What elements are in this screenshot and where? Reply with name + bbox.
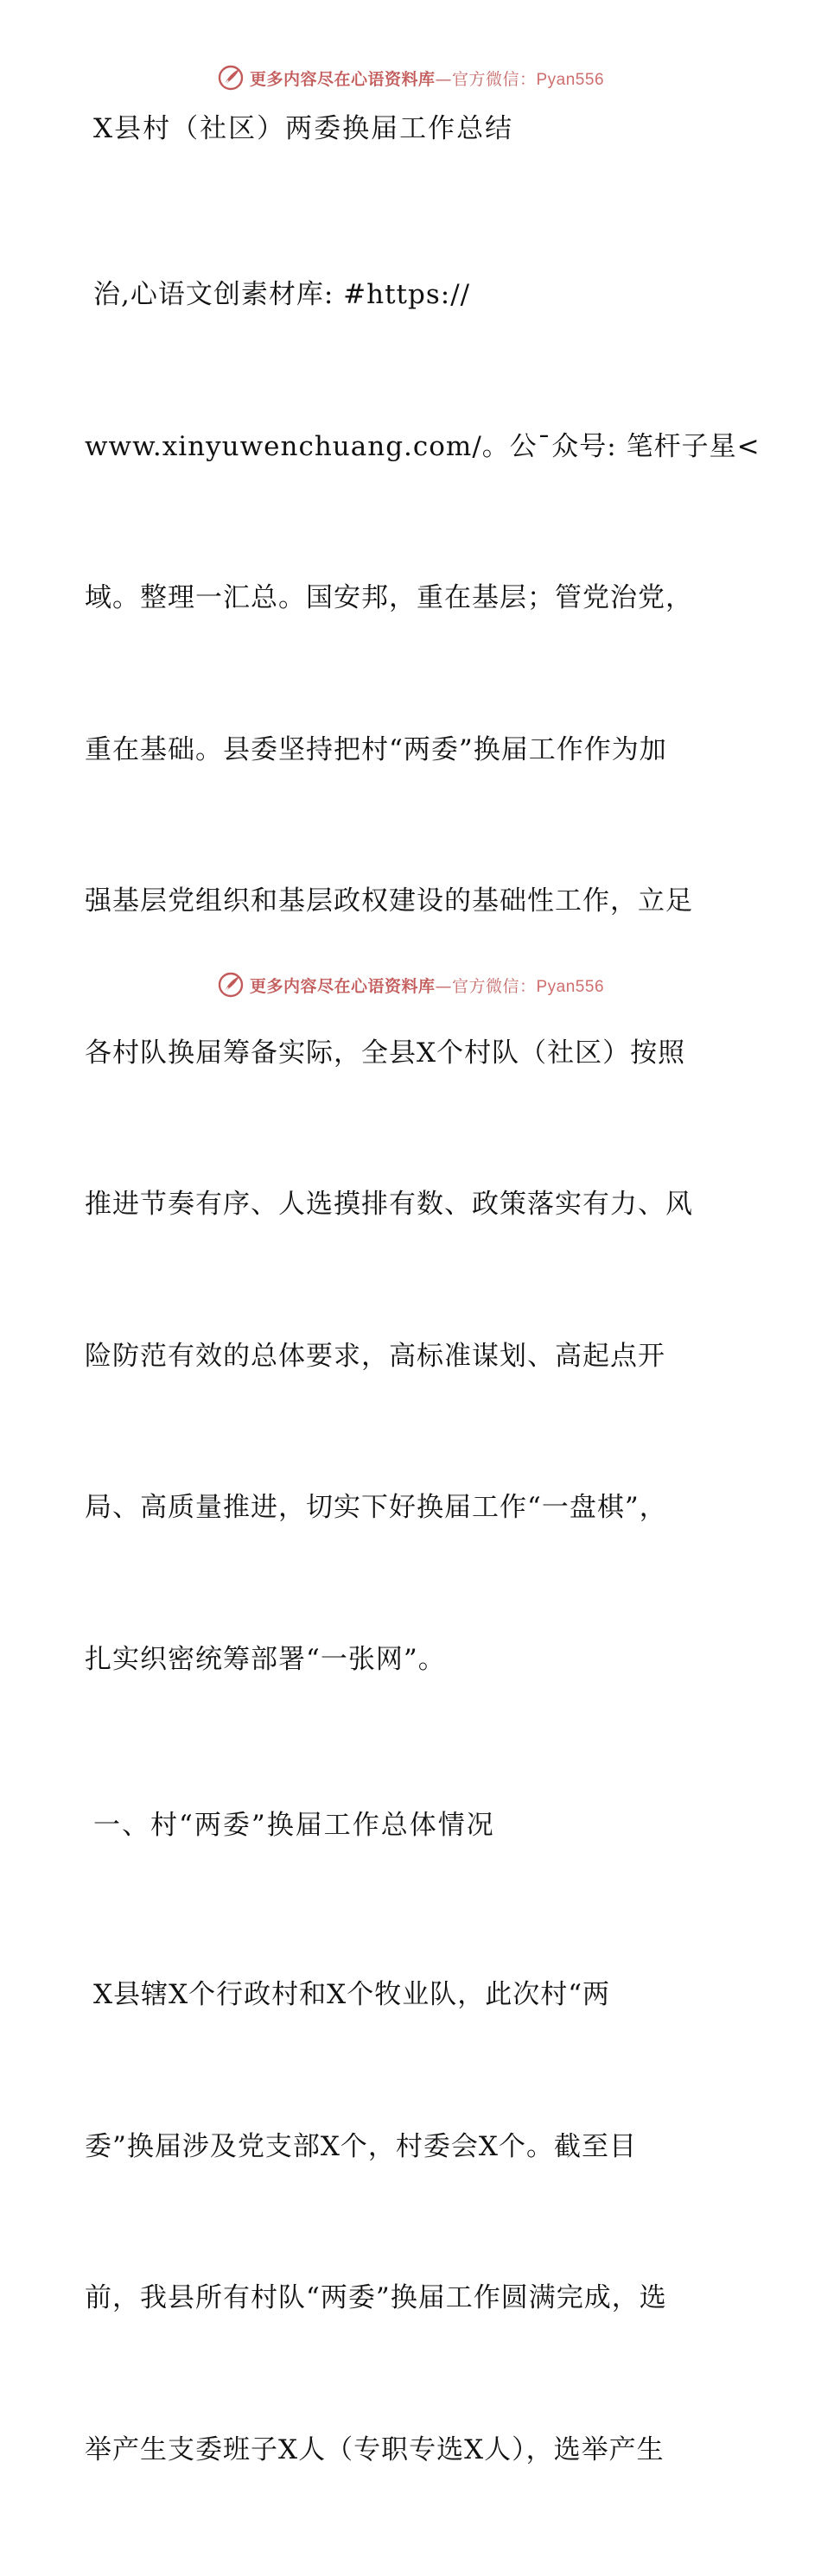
header-watermark	[0, 60, 821, 95]
footer-watermark	[0, 968, 821, 1002]
feather-pen-logo-icon	[217, 971, 245, 999]
paragraph-line: 险防范有效的总体要求，高标准谋划、高起点开	[85, 1340, 665, 1372]
watermark-text	[250, 974, 604, 997]
watermark-text	[250, 67, 604, 90]
document-body	[85, 108, 761, 2576]
watermark-tail-text: 官方微信：	[451, 976, 537, 996]
paragraph-line: 治,心语文创素材库: #https://	[93, 279, 471, 310]
paragraph-line: 前，我县所有村队“两委”换届工作圆满完成，选	[85, 2282, 667, 2313]
watermark-wechat-id: Pyan556	[536, 70, 605, 89]
paragraph-line: 强基层党组织和基层政权建设的基础性工作，立足	[85, 885, 693, 917]
watermark-wechat-id: Pyan556	[536, 977, 605, 996]
watermark-main-text: 更多内容尽在心语资料库	[249, 69, 436, 89]
paragraph-line: 举产生支委班子X人（专职专选X人），选举产生	[85, 2433, 665, 2465]
watermark-dash: —	[435, 976, 452, 996]
watermark-dash: —	[435, 69, 452, 89]
feather-pen-logo-icon	[217, 64, 245, 92]
paragraph-line: 扎实织密统筹部署“一张网”。	[85, 1643, 446, 1675]
document-title: X县村（社区）两委换届工作总结	[93, 113, 514, 144]
paragraph-overview	[85, 1869, 741, 2576]
paragraph-line: 重在基础。县委坚持把村“两委”换届工作作为加	[85, 733, 667, 765]
paragraph-line: 各村队换届筹备实际，全县X个村队（社区）按照	[85, 1037, 686, 1069]
paragraph-line: 委”换届涉及党支部X个，村委会X个。截至目	[85, 2130, 637, 2162]
paragraph-line: 局、高质量推进，切实下好换届工作“一盘棋”，	[85, 1492, 667, 1523]
watermark-tail-text: 官方微信：	[451, 69, 537, 89]
section-heading-1: 一、村“两委”换届工作总体情况	[93, 1810, 495, 1841]
paragraph-line: 域。整理一汇总。国安邦，重在基层；管党治党，	[85, 582, 693, 613]
paragraph-line: www.xinyuwenchuang.com/。公¯众号: 笔杆子星<	[85, 430, 761, 462]
paragraph-line: X县辖X个行政村和X个牧业队，此次村“两	[93, 1979, 611, 2010]
watermark-main-text: 更多内容尽在心语资料库	[249, 976, 436, 996]
paragraph-line: 推进节奏有序、人选摸排有数、政策落实有力、风	[85, 1189, 693, 1220]
